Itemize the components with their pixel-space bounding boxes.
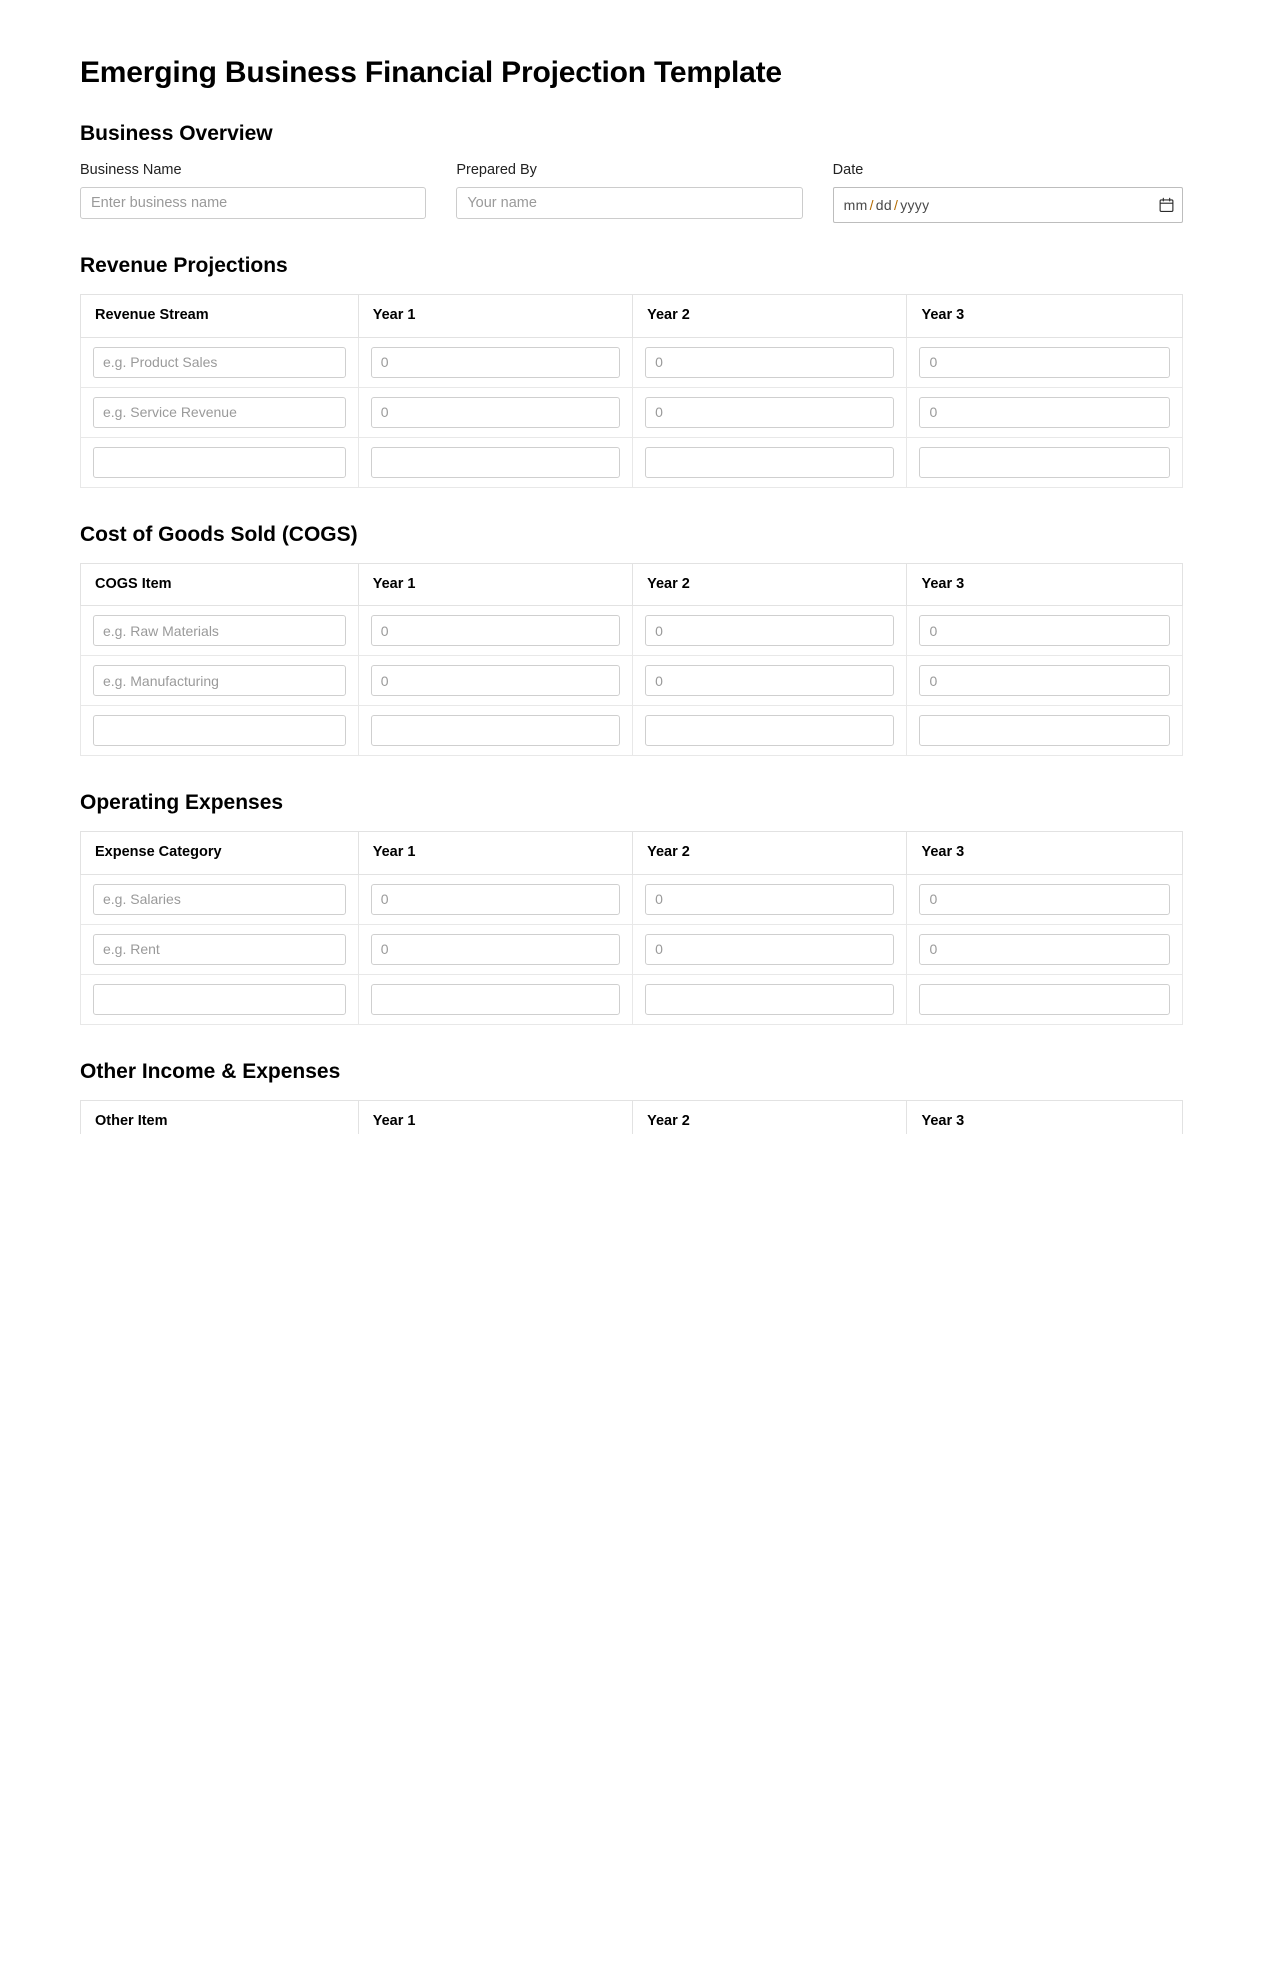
expense-year2-input[interactable] — [645, 984, 894, 1015]
column-header-year2: Year 2 — [633, 1101, 907, 1135]
field-prepared-by — [456, 162, 802, 223]
cell-item — [81, 974, 359, 1024]
cell-year1 — [358, 874, 632, 924]
business-name-input[interactable] — [80, 187, 426, 219]
other-table-clip — [80, 1100, 1183, 1134]
section-heading-revenue: Revenue Projections — [80, 254, 288, 278]
revenue-year3-input[interactable] — [919, 347, 1170, 378]
expense-item-input[interactable] — [93, 984, 346, 1015]
prepared-by-input[interactable] — [456, 187, 802, 219]
cell-year1 — [358, 706, 632, 756]
operating-expenses-table — [80, 831, 1183, 1024]
column-header-item: Revenue Stream — [81, 295, 359, 337]
cell-item — [81, 437, 359, 487]
cell-year1 — [358, 656, 632, 706]
column-header-item: Other Item — [81, 1101, 359, 1135]
cell-year2 — [633, 437, 907, 487]
revenue-item-input[interactable] — [93, 447, 346, 478]
table-row — [81, 706, 1183, 756]
expense-year1-input[interactable] — [371, 984, 620, 1015]
column-header-item: COGS Item — [81, 563, 359, 605]
cell-year3 — [907, 924, 1183, 974]
column-header-year1: Year 1 — [358, 295, 632, 337]
table-row — [81, 656, 1183, 706]
page-title: Emerging Business Financial Projection Template — [80, 56, 782, 89]
table-row — [81, 924, 1183, 974]
section-operating-expenses — [80, 790, 1183, 1025]
table-header-row — [81, 563, 1183, 605]
cell-year2 — [633, 924, 907, 974]
cogs-year3-input[interactable] — [919, 715, 1170, 746]
cell-year2 — [633, 874, 907, 924]
cogs-year3-input[interactable] — [919, 665, 1170, 696]
cell-item — [81, 606, 359, 656]
expense-year3-input[interactable] — [919, 984, 1170, 1015]
cell-year3 — [907, 706, 1183, 756]
cell-year3 — [907, 337, 1183, 387]
field-date — [833, 162, 1183, 223]
cogs-year3-input[interactable] — [919, 615, 1170, 646]
other-income-expenses-table — [80, 1100, 1183, 1134]
column-header-year2: Year 2 — [633, 832, 907, 874]
cell-year1 — [358, 606, 632, 656]
label-date: Date — [832, 161, 864, 178]
date-input[interactable] — [833, 187, 1183, 223]
cell-year1 — [358, 974, 632, 1024]
field-business-name — [80, 162, 426, 223]
section-cogs — [80, 522, 1183, 757]
section-heading-operating-expenses: Operating Expenses — [80, 791, 284, 815]
expense-year2-input[interactable] — [645, 884, 894, 915]
revenue-year1-input[interactable] — [371, 447, 620, 478]
label-business-name: Business Name — [80, 161, 182, 178]
section-heading-other-income-expenses: Other Income & Expenses — [80, 1059, 341, 1083]
cogs-year1-input[interactable] — [371, 715, 620, 746]
table-row — [81, 387, 1183, 437]
cell-year2 — [633, 656, 907, 706]
section-heading-business-overview: Business Overview — [80, 121, 273, 145]
cell-year3 — [907, 606, 1183, 656]
revenue-year1-input[interactable] — [371, 347, 620, 378]
business-overview-form — [80, 162, 1183, 223]
calendar-icon[interactable] — [1159, 198, 1174, 213]
column-header-year1: Year 1 — [358, 563, 632, 605]
cogs-year2-input[interactable] — [645, 715, 894, 746]
cell-year2 — [633, 706, 907, 756]
cell-item — [81, 924, 359, 974]
cell-year1 — [358, 437, 632, 487]
cogs-table — [80, 563, 1183, 756]
column-header-year1: Year 1 — [358, 1101, 632, 1135]
label-prepared-by: Prepared By — [456, 161, 537, 178]
revenue-item-input[interactable] — [93, 347, 346, 378]
column-header-year3: Year 3 — [907, 1101, 1183, 1135]
cogs-year1-input[interactable] — [371, 615, 620, 646]
section-business-overview — [80, 121, 1183, 224]
cell-year3 — [907, 974, 1183, 1024]
cell-year1 — [358, 924, 632, 974]
column-header-item: Expense Category — [81, 832, 359, 874]
expense-year1-input[interactable] — [371, 934, 620, 965]
expense-year3-input[interactable] — [919, 934, 1170, 965]
column-header-year3: Year 3 — [907, 832, 1183, 874]
cell-item — [81, 387, 359, 437]
cell-item — [81, 337, 359, 387]
cell-year1 — [358, 337, 632, 387]
column-header-year2: Year 2 — [633, 563, 907, 605]
cogs-year1-input[interactable] — [371, 665, 620, 696]
revenue-table — [80, 294, 1183, 487]
cell-year2 — [633, 337, 907, 387]
revenue-year2-input[interactable] — [645, 347, 894, 378]
revenue-year2-input[interactable] — [645, 397, 894, 428]
table-header-row — [81, 295, 1183, 337]
table-row — [81, 437, 1183, 487]
expense-year2-input[interactable] — [645, 934, 894, 965]
table-header-row — [81, 1101, 1183, 1135]
table-row — [81, 874, 1183, 924]
column-header-year2: Year 2 — [633, 295, 907, 337]
cogs-year2-input[interactable] — [645, 665, 894, 696]
revenue-item-input[interactable] — [93, 397, 346, 428]
revenue-year3-input[interactable] — [919, 447, 1170, 478]
revenue-year1-input[interactable] — [371, 397, 620, 428]
cell-year2 — [633, 606, 907, 656]
section-other-income-expenses — [80, 1059, 1183, 1134]
table-header-row — [81, 832, 1183, 874]
cell-year2 — [633, 974, 907, 1024]
section-heading-cogs: Cost of Goods Sold (COGS) — [80, 522, 358, 546]
cell-year1 — [358, 387, 632, 437]
date-input-wrapper — [833, 187, 1183, 223]
expense-year3-input[interactable] — [919, 884, 1170, 915]
cell-item — [81, 874, 359, 924]
table-row — [81, 974, 1183, 1024]
expense-item-input[interactable] — [93, 934, 346, 965]
cell-year2 — [633, 387, 907, 437]
cell-year3 — [907, 874, 1183, 924]
cogs-item-input[interactable] — [93, 665, 346, 696]
date-placeholder: mm / dd / yyyy — [843, 197, 930, 214]
cell-year3 — [907, 437, 1183, 487]
table-row — [81, 606, 1183, 656]
cogs-item-input[interactable] — [93, 615, 346, 646]
cogs-year2-input[interactable] — [645, 615, 894, 646]
column-header-year3: Year 3 — [907, 563, 1183, 605]
revenue-year2-input[interactable] — [645, 447, 894, 478]
cell-item — [81, 706, 359, 756]
expense-year1-input[interactable] — [371, 884, 620, 915]
table-row — [81, 337, 1183, 387]
section-revenue-projections — [80, 253, 1183, 488]
cell-item — [81, 656, 359, 706]
column-header-year1: Year 1 — [358, 832, 632, 874]
cell-year3 — [907, 387, 1183, 437]
cogs-item-input[interactable] — [93, 715, 346, 746]
expense-item-input[interactable] — [93, 884, 346, 915]
revenue-year3-input[interactable] — [919, 397, 1170, 428]
column-header-year3: Year 3 — [907, 295, 1183, 337]
cell-year3 — [907, 656, 1183, 706]
